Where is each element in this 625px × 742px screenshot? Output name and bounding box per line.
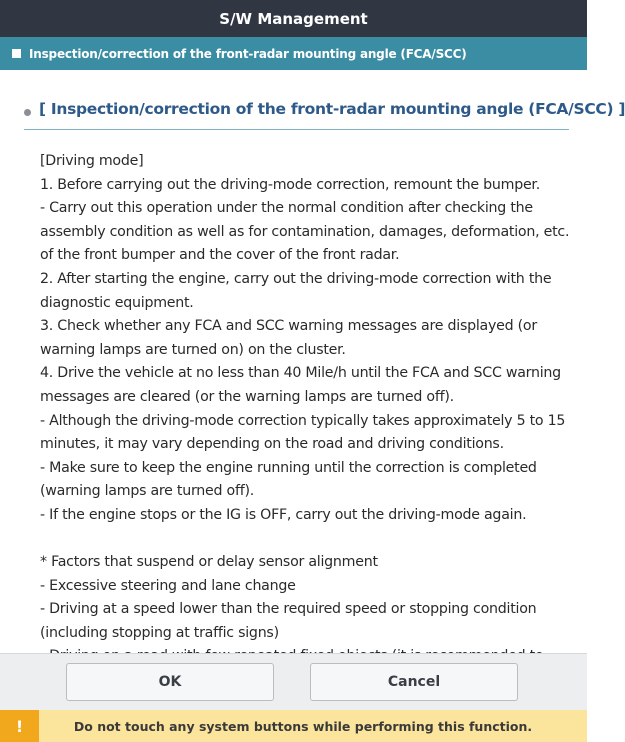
window-title-bar xyxy=(0,0,587,37)
ok-button[interactable]: OK xyxy=(66,663,274,701)
text-line: * Factors that suspend or delay sensor alignment xyxy=(40,554,378,571)
text-line: 1. Before carrying out the driving-mode correction, remount the bumper. xyxy=(40,176,540,193)
text-line: - Make sure to keep the engine running until the correction is completed xyxy=(40,459,537,476)
text-line: - Carry out this operation under the normal condition after checking the xyxy=(40,200,533,217)
text-line: 2. After starting the engine, carry out the driving-mode correction with the xyxy=(40,270,552,287)
text-line: assembly condition as well as for contamination, damages, deformation, etc. xyxy=(40,223,570,240)
warning-bar xyxy=(0,710,587,742)
text-line: - Driving at a speed lower than the required speed or stopping condition xyxy=(40,601,537,618)
warning-exclamation-icon: ! xyxy=(0,710,39,742)
text-line: - Excessive steering and lane change xyxy=(40,577,296,594)
dot-bullet-icon xyxy=(24,109,31,116)
text-line: warning lamps are turned on) on the cluster. xyxy=(40,341,346,358)
function-subheader xyxy=(0,37,587,70)
text-line: (including stopping at traffic signs) xyxy=(40,624,279,641)
text-line: 3. Check whether any FCA and SCC warning messages are displayed (or xyxy=(40,318,537,335)
text-line: minutes, it may vary depending on the road and driving conditions. xyxy=(40,436,504,453)
text-line: 4. Drive the vehicle at no less than 40 Mile/h until the FCA and SCC warning xyxy=(40,365,561,382)
dialog-button-bar xyxy=(0,653,587,710)
warning-message: Do not touch any system buttons while performing this function. xyxy=(73,718,533,734)
text-line: (warning lamps are turned off). xyxy=(40,483,255,500)
square-bullet-icon xyxy=(12,49,21,58)
cancel-button[interactable]: Cancel xyxy=(310,663,518,701)
function-name: Inspection/correction of the front-radar mounting angle (FCA/SCC) xyxy=(29,46,467,61)
blank-line xyxy=(40,528,575,552)
section-header xyxy=(24,100,625,130)
window-title: S/W Management xyxy=(219,9,368,28)
text-line: - If the engine stops or the IG is OFF, carry out the driving-mode again. xyxy=(40,506,527,523)
instructions-text xyxy=(40,150,575,669)
text-line: of the front bumper and the cover of the front radar. xyxy=(40,247,400,264)
text-line: messages are cleared (or the warning lamps are turned off). xyxy=(40,388,454,405)
instructions-panel[interactable] xyxy=(0,70,625,653)
text-line: [Driving mode] xyxy=(40,153,144,169)
section-title: [ Inspection/correction of the front-radar mounting angle (FCA/SCC) ] xyxy=(39,100,625,118)
text-line: diagnostic equipment. xyxy=(40,294,194,311)
text-line: - Although the driving-mode correction typically takes approximately 5 to 15 xyxy=(40,412,566,429)
